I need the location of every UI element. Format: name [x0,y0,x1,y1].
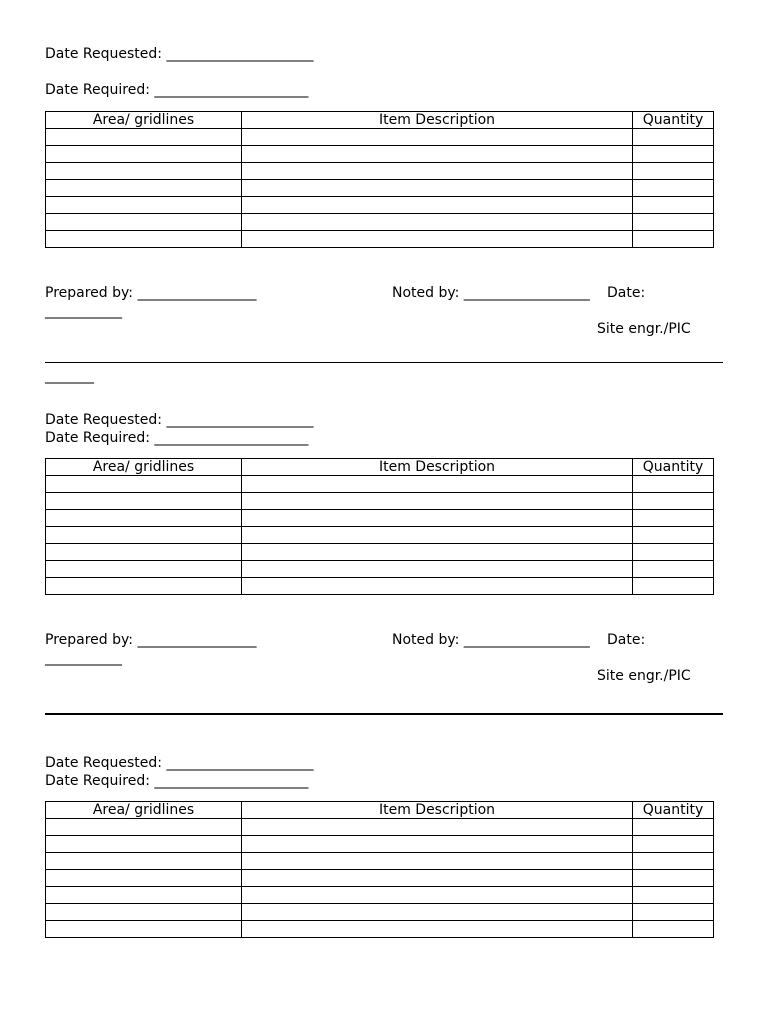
table-row [46,561,714,578]
date-required-field[interactable]: Date Required: ______________________ [45,773,309,789]
table-row [46,493,714,510]
noted-by-field[interactable]: Noted by: __________________ [392,285,590,301]
column-header-quantity: Quantity [633,802,714,819]
table-row [46,853,714,870]
table-row [46,197,714,214]
area-cell[interactable] [46,904,242,921]
date-required-field[interactable]: Date Required: ______________________ [45,430,309,446]
column-header-area: Area/ gridlines [46,459,242,476]
prepared-by-field[interactable]: Prepared by: _________________ [45,632,257,648]
area-cell[interactable] [46,146,242,163]
date-requested-field[interactable]: Date Requested: _____________________ [45,755,314,771]
quantity-cell[interactable] [633,214,714,231]
separator-line [45,362,723,363]
area-cell[interactable] [46,180,242,197]
column-header-item-description: Item Description [242,459,633,476]
quantity-cell[interactable] [633,561,714,578]
area-cell[interactable] [46,819,242,836]
quantity-cell[interactable] [633,163,714,180]
quantity-cell[interactable] [633,129,714,146]
item-description-cell[interactable] [242,904,633,921]
quantity-cell[interactable] [633,197,714,214]
table-row [46,214,714,231]
request-table [45,801,714,938]
prepared-by-field[interactable]: Prepared by: _________________ [45,285,257,301]
table-row [46,163,714,180]
table-row [46,819,714,836]
table-row [46,904,714,921]
column-header-quantity: Quantity [633,112,714,129]
area-cell[interactable] [46,578,242,595]
item-description-cell[interactable] [242,527,633,544]
item-description-cell[interactable] [242,476,633,493]
quantity-cell[interactable] [633,510,714,527]
area-cell[interactable] [46,163,242,180]
item-description-cell[interactable] [242,870,633,887]
item-description-cell[interactable] [242,836,633,853]
area-cell[interactable] [46,887,242,904]
quantity-cell[interactable] [633,836,714,853]
item-description-cell[interactable] [242,510,633,527]
noted-by-field[interactable]: Noted by: __________________ [392,632,590,648]
quantity-cell[interactable] [633,819,714,836]
date-requested-field[interactable]: Date Requested: _____________________ [45,412,314,428]
column-header-item-description: Item Description [242,112,633,129]
item-description-cell[interactable] [242,180,633,197]
area-cell[interactable] [46,493,242,510]
site-engineer-label: Site engr./PIC [597,668,691,684]
item-description-cell[interactable] [242,146,633,163]
request-table [45,458,714,595]
item-description-cell[interactable] [242,493,633,510]
table-row [46,578,714,595]
table-header-row [46,802,714,819]
item-description-cell[interactable] [242,561,633,578]
quantity-cell[interactable] [633,544,714,561]
column-header-quantity: Quantity [633,459,714,476]
area-cell[interactable] [46,510,242,527]
date-required-field[interactable]: Date Required: ______________________ [45,82,309,98]
table-row [46,921,714,938]
item-description-cell[interactable] [242,197,633,214]
area-cell[interactable] [46,544,242,561]
column-header-area: Area/ gridlines [46,802,242,819]
item-description-cell[interactable] [242,214,633,231]
item-description-cell[interactable] [242,129,633,146]
item-description-cell[interactable] [242,853,633,870]
item-description-cell[interactable] [242,163,633,180]
quantity-cell[interactable] [633,578,714,595]
table-row [46,544,714,561]
table-row [46,870,714,887]
table-row [46,146,714,163]
date-line-field[interactable]: ___________ [45,650,122,666]
table-row [46,887,714,904]
table-row [46,510,714,527]
quantity-cell[interactable] [633,146,714,163]
date-requested-field[interactable]: Date Requested: _____________________ [45,46,314,62]
quantity-cell[interactable] [633,904,714,921]
area-cell[interactable] [46,476,242,493]
table-header-row [46,459,714,476]
area-cell[interactable] [46,836,242,853]
item-description-cell[interactable] [242,887,633,904]
quantity-cell[interactable] [633,231,714,248]
area-cell[interactable] [46,129,242,146]
quantity-cell[interactable] [633,527,714,544]
table-row [46,180,714,197]
table-row [46,527,714,544]
site-engineer-label: Site engr./PIC [597,321,691,337]
item-description-cell[interactable] [242,544,633,561]
quantity-cell[interactable] [633,921,714,938]
column-header-item-description: Item Description [242,802,633,819]
table-header-row [46,112,714,129]
item-description-cell[interactable] [242,578,633,595]
separator-line [45,713,723,715]
area-cell[interactable] [46,870,242,887]
area-cell[interactable] [46,561,242,578]
table-row [46,231,714,248]
request-table [45,111,714,248]
column-header-area: Area/ gridlines [46,112,242,129]
quantity-cell[interactable] [633,887,714,904]
table-row [46,129,714,146]
date-label: Date: [607,285,646,301]
quantity-cell[interactable] [633,493,714,510]
item-description-cell[interactable] [242,921,633,938]
trailing-line: _______ [45,368,94,384]
quantity-cell[interactable] [633,476,714,493]
quantity-cell[interactable] [633,853,714,870]
quantity-cell[interactable] [633,870,714,887]
date-line-field[interactable]: ___________ [45,303,122,319]
area-cell[interactable] [46,214,242,231]
table-row [46,836,714,853]
date-label: Date: [607,632,646,648]
item-description-cell[interactable] [242,819,633,836]
area-cell[interactable] [46,527,242,544]
area-cell[interactable] [46,197,242,214]
quantity-cell[interactable] [633,180,714,197]
area-cell[interactable] [46,231,242,248]
item-description-cell[interactable] [242,231,633,248]
area-cell[interactable] [46,853,242,870]
area-cell[interactable] [46,921,242,938]
table-row [46,476,714,493]
